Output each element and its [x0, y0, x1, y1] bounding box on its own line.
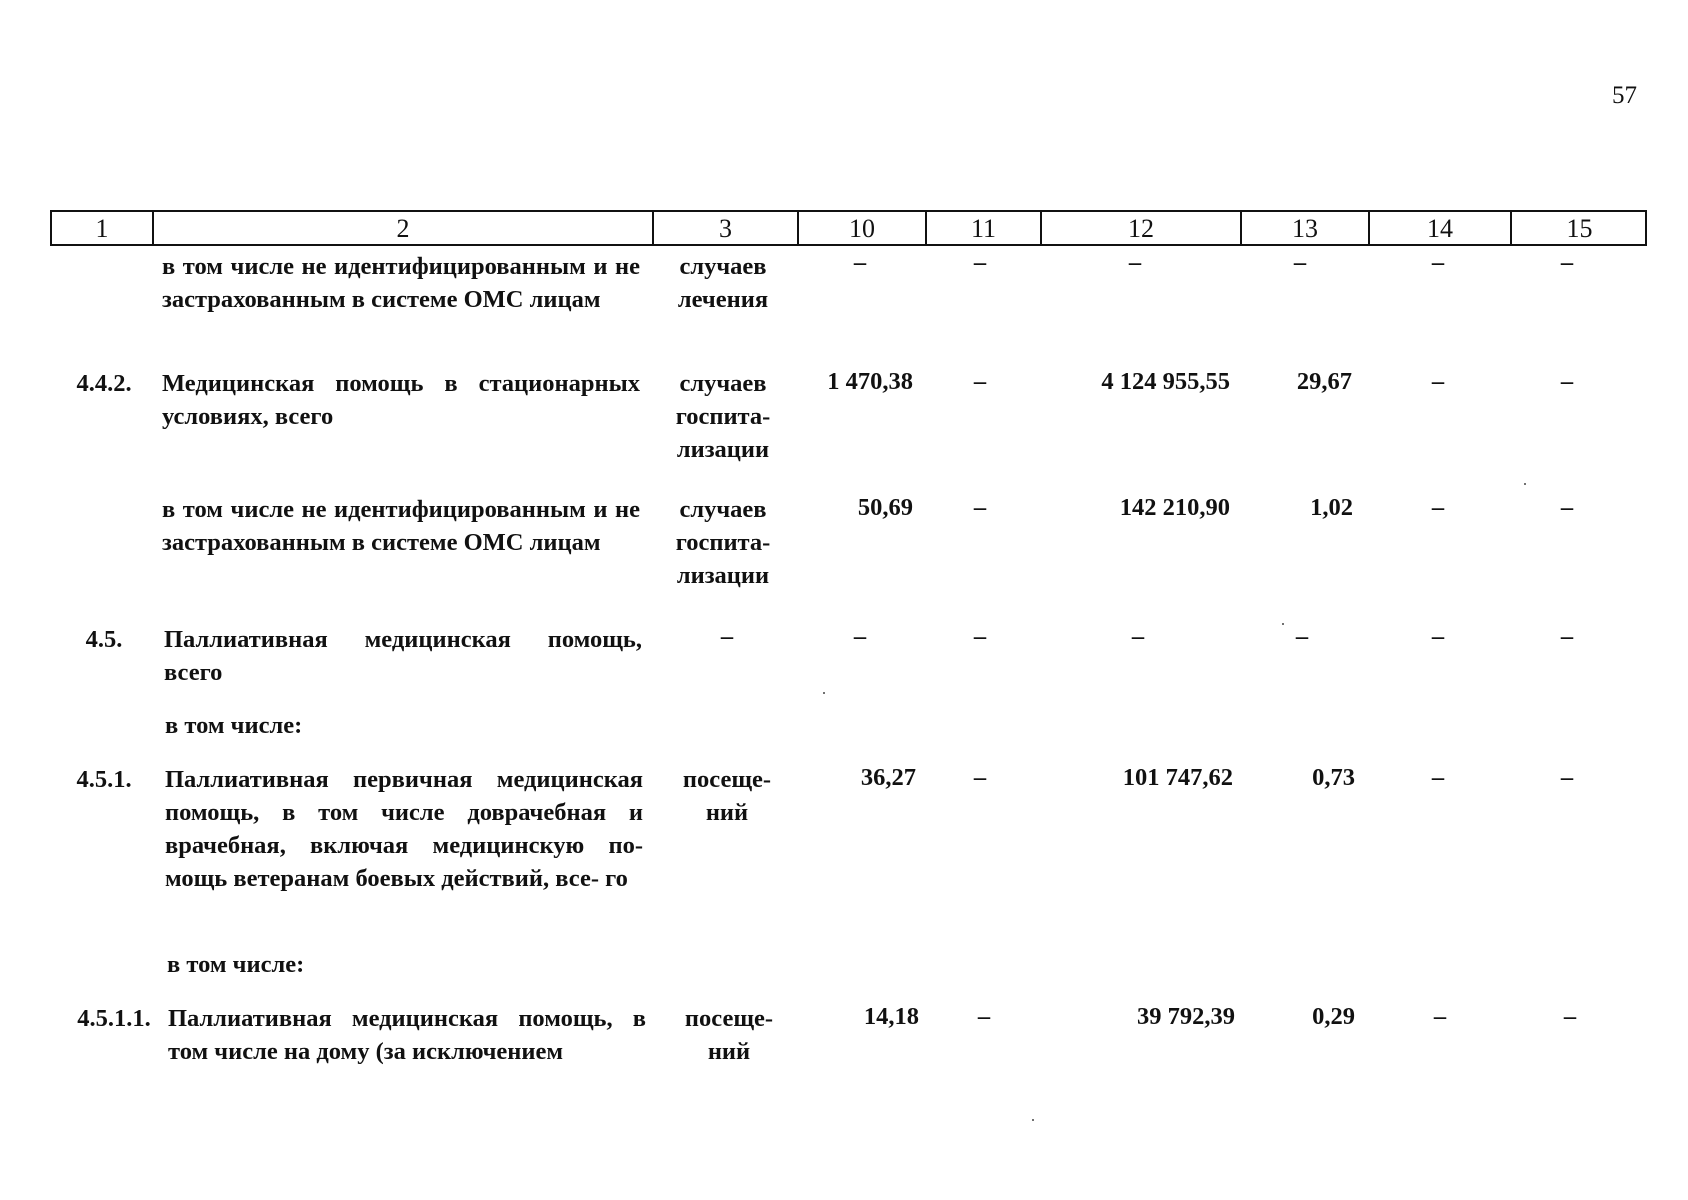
row-value-col11: –: [973, 623, 987, 650]
header-col-2: 2: [152, 212, 652, 244]
header-col-13: 13: [1240, 212, 1368, 244]
row-value-col15: –: [1563, 1003, 1577, 1030]
row-value-col14: –: [1431, 623, 1445, 650]
row-value-col14: –: [1431, 764, 1445, 791]
header-col-14: 14: [1368, 212, 1510, 244]
row-number: 4.5.1.1.: [77, 1005, 151, 1032]
row-value-col11: –: [973, 249, 987, 276]
row-value-col13: 1,02: [1310, 494, 1353, 521]
header-col-15: 15: [1510, 212, 1647, 244]
row-value-col13: –: [1295, 623, 1309, 650]
row-value-col11: –: [977, 1003, 991, 1030]
table-header: [50, 210, 1647, 246]
row-value-col15: –: [1560, 249, 1574, 276]
row-number: 4.5.: [85, 626, 123, 653]
scan-speck: [1282, 623, 1284, 625]
row-value-col10: 36,27: [860, 764, 916, 791]
page-number: 57: [1612, 82, 1637, 109]
row-description: в том числе не идентифицированным и не застрахованным в системе ОМС лицам: [162, 496, 640, 556]
header-col-10: 10: [797, 212, 925, 244]
row-value-col10: 50,69: [857, 494, 913, 521]
row-unit: посеще- ний: [682, 766, 772, 826]
row-value-col11: –: [973, 368, 987, 395]
row-value-col14: –: [1431, 249, 1445, 276]
row-value-col12: 142 210,90: [1119, 494, 1230, 521]
row-unit: –: [720, 623, 734, 650]
row-description: Медицинская помощь в стационарных условиях, всего: [162, 370, 640, 430]
row-value-col10: –: [853, 249, 867, 276]
row-number: 4.4.2.: [76, 370, 132, 397]
row-description: Паллиативная медицинская помощь, всего: [164, 626, 642, 686]
row-value-col14: –: [1431, 494, 1445, 521]
row-value-col15: –: [1560, 764, 1574, 791]
scan-speck: [1524, 483, 1526, 485]
row-value-col14: –: [1433, 1003, 1447, 1030]
row-value-col12: 4 124 955,55: [1101, 368, 1230, 395]
row-description: в том числе:: [167, 951, 305, 978]
row-value-col11: –: [973, 494, 987, 521]
row-value-col13: 0,73: [1312, 764, 1355, 791]
row-description: в том числе:: [165, 712, 303, 739]
row-value-col12: 101 747,62: [1122, 764, 1233, 791]
row-value-col11: –: [973, 764, 987, 791]
row-value-col13: –: [1293, 249, 1307, 276]
row-description: Паллиативная медицинская помощь, в том числе на дому (за исключением: [168, 1005, 646, 1065]
row-value-col14: –: [1431, 368, 1445, 395]
row-value-col10: 1 470,38: [827, 368, 913, 395]
row-value-col15: –: [1560, 623, 1574, 650]
scan-speck: [1032, 1119, 1034, 1121]
row-value-col12: 39 792,39: [1137, 1003, 1235, 1030]
row-value-col15: –: [1560, 494, 1574, 521]
row-value-col13: 0,29: [1312, 1003, 1355, 1030]
row-value-col10: 14,18: [863, 1003, 919, 1030]
header-col-11: 11: [925, 212, 1040, 244]
row-value-col10: –: [853, 623, 867, 650]
row-description: Паллиативная первичная медицинская помощь, в том числе доврачебная и врачебная, включая медицинскую по- мощь ветеранам боевых действий, все- го: [165, 766, 643, 892]
row-unit: посеще- ний: [684, 1005, 774, 1065]
row-description: в том числе не идентифицированным и не застрахованным в системе ОМС лицам: [162, 253, 640, 313]
row-unit: случаев госпита- лизации: [675, 370, 771, 463]
row-value-col15: –: [1560, 368, 1574, 395]
row-number: 4.5.1.: [76, 766, 132, 793]
row-unit: случаев лечения: [677, 253, 769, 313]
row-value-col13: 29,67: [1296, 368, 1352, 395]
row-value-col12: –: [1131, 623, 1145, 650]
header-col-12: 12: [1040, 212, 1240, 244]
header-col-3: 3: [652, 212, 797, 244]
scan-speck: [823, 692, 825, 694]
row-unit: случаев госпита- лизации: [675, 496, 771, 589]
header-col-1: 1: [95, 214, 109, 243]
row-value-col12: –: [1128, 249, 1142, 276]
